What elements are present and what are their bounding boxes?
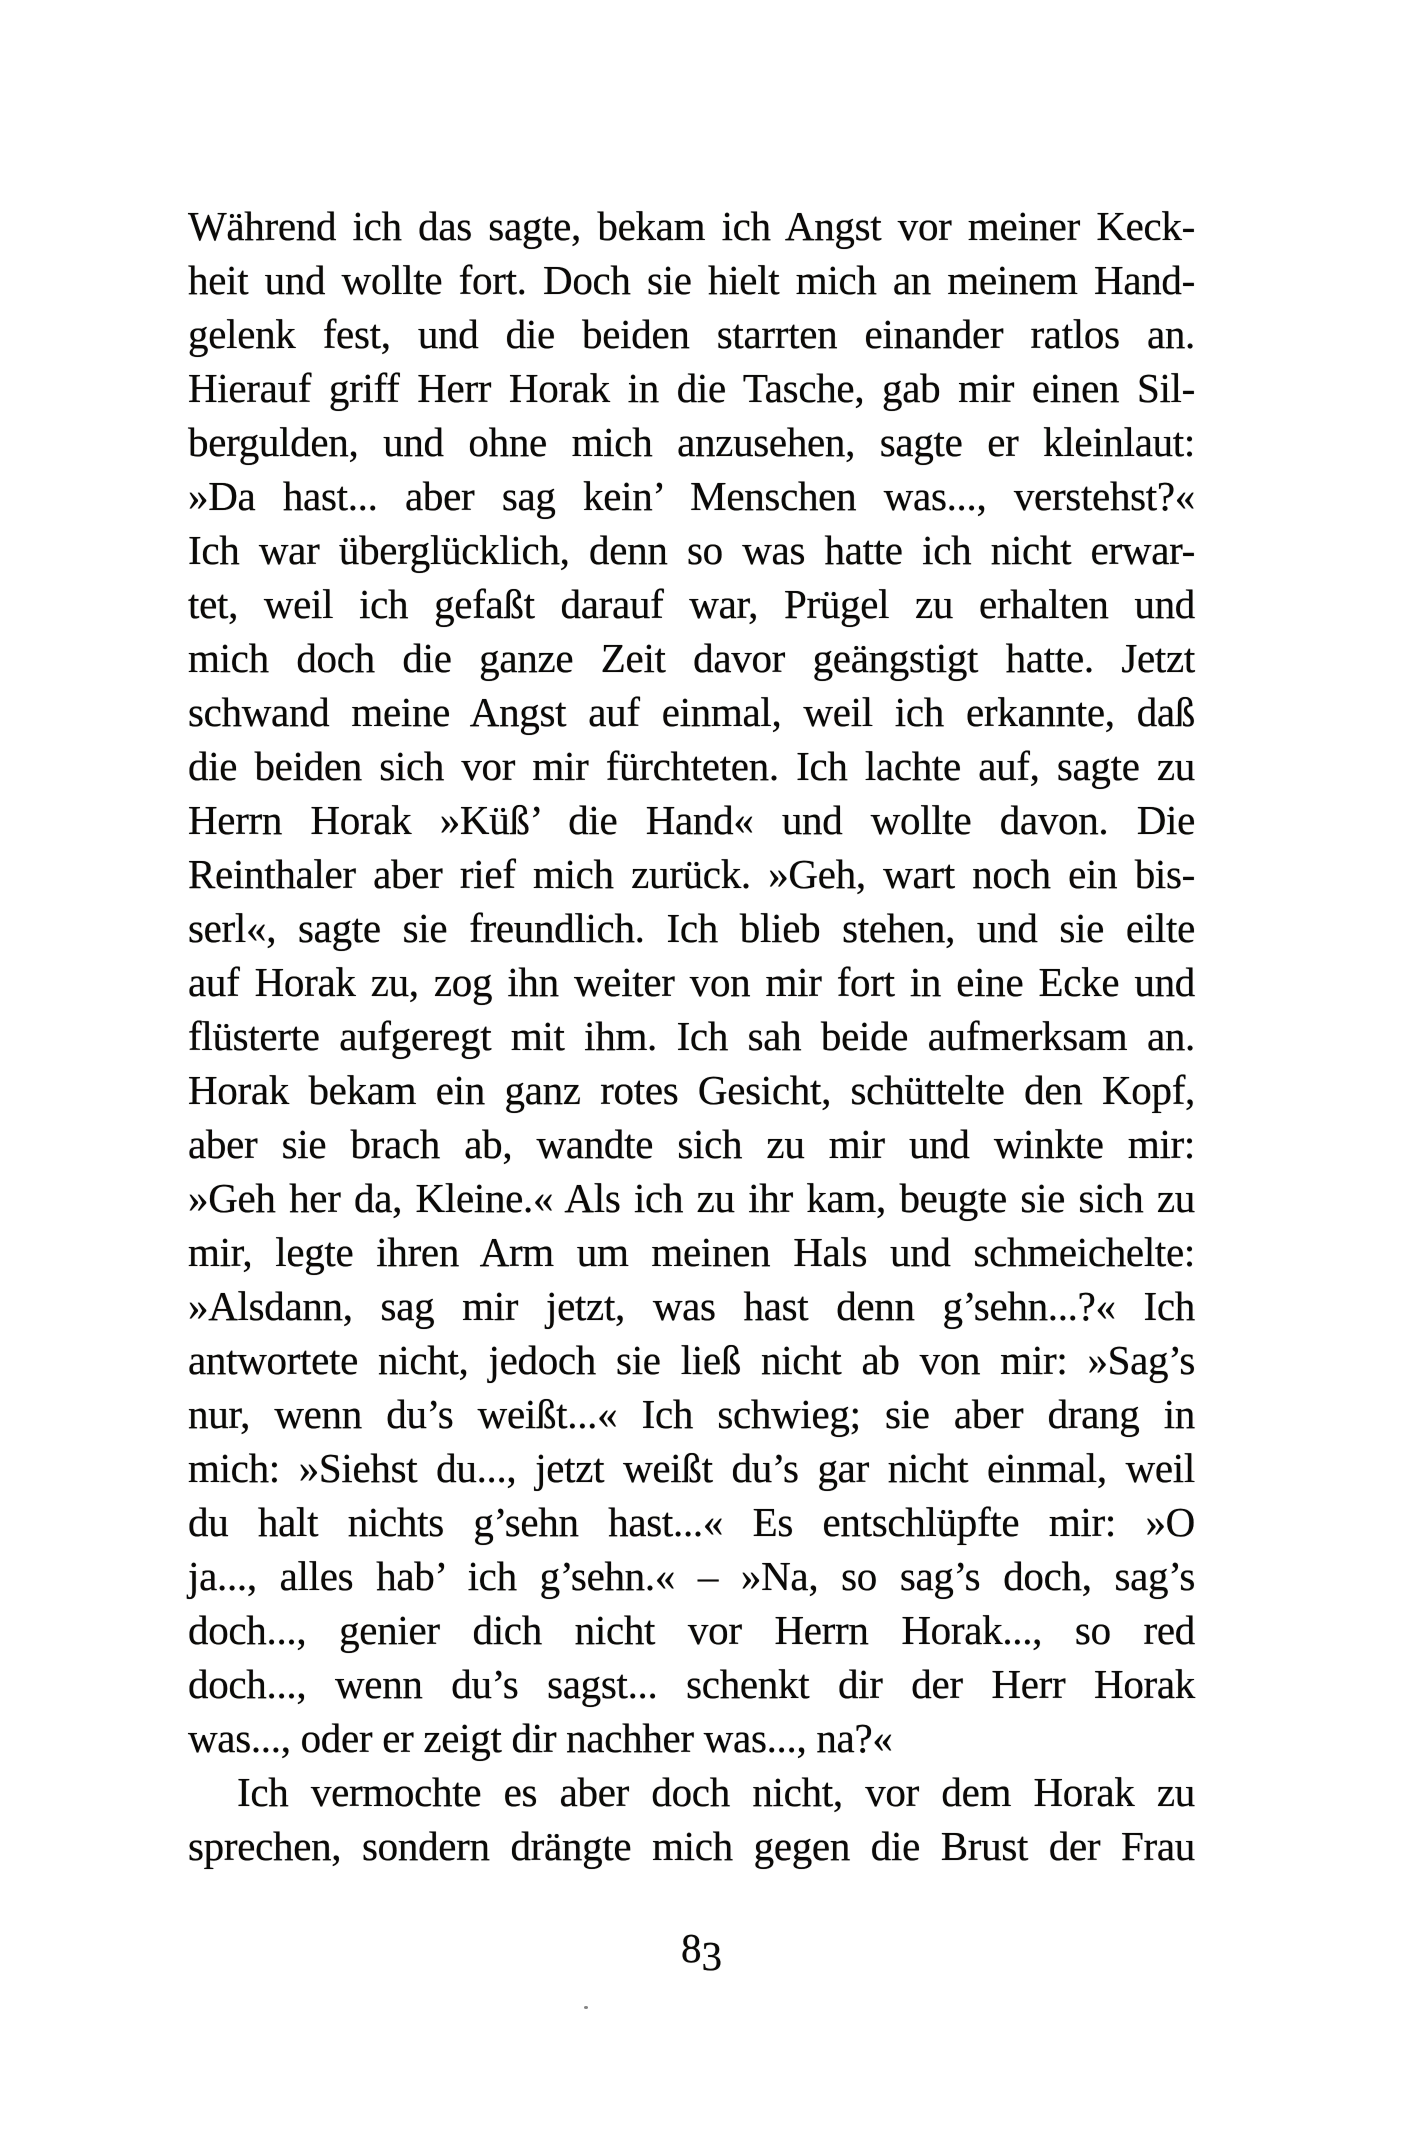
text-line: Während ich das sagte, bekam ich Angst vor meiner Keck-: [188, 203, 1195, 249]
text-line: serl«, sagte sie freundlich. Ich blieb stehen, und sie eilte: [188, 905, 1195, 951]
page-number-digit-oldstyle: 3: [701, 1933, 722, 1979]
text-line: flüsterte aufgeregt mit ihm. Ich sah beide aufmerksam an.: [188, 1013, 1195, 1059]
page-number: [198, 1921, 1205, 1979]
text-line: »Alsdann, sag mir jetzt, was hast denn g’sehn...?« Ich: [188, 1283, 1195, 1329]
text-line: auf Horak zu, zog ihn weiter von mir fort in eine Ecke und: [188, 959, 1195, 1005]
text-line: doch..., genier dich nicht vor Herrn Horak..., so red: [188, 1607, 1195, 1653]
text-line: du halt nichts g’sehn hast...« Es entschlüpfte mir: »O: [188, 1499, 1195, 1545]
text-line: aber sie brach ab, wandte sich zu mir und winkte mir:: [188, 1121, 1195, 1167]
text-line: mich: »Siehst du..., jetzt weißt du’s gar nicht einmal, weil: [188, 1445, 1195, 1491]
text-line: »Geh her da, Kleine.« Als ich zu ihr kam, beugte sie sich zu: [188, 1175, 1195, 1221]
text-line: Hierauf griff Herr Horak in die Tasche, gab mir einen Sil-: [188, 365, 1195, 411]
text-line: Reinthaler aber rief mich zurück. »Geh, wart noch ein bis-: [188, 851, 1195, 897]
text-line: Ich war überglücklich, denn so was hatte ich nicht erwar-: [188, 527, 1195, 573]
text-line: Horak bekam ein ganz rotes Gesicht, schüttelte den Kopf,: [188, 1067, 1195, 1113]
body-text: [188, 199, 1195, 1873]
text-line: schwand meine Angst auf einmal, weil ich erkannte, daß: [188, 689, 1195, 735]
text-line: bergulden, und ohne mich anzusehen, sagte er kleinlaut:: [188, 419, 1195, 465]
text-line-paragraph-start: Ich vermochte es aber doch nicht, vor dem Horak zu: [237, 1769, 1195, 1815]
scan-speck: [584, 2006, 588, 2009]
text-line: sprechen, sondern drängte mich gegen die Brust der Frau: [188, 1823, 1195, 1869]
text-line: »Da hast... aber sag kein’ Menschen was..., verstehst?«: [188, 473, 1195, 519]
text-line: mich doch die ganze Zeit davor geängstigt hatte. Jetzt: [188, 635, 1195, 681]
text-line: tet, weil ich gefaßt darauf war, Prügel zu erhalten und: [188, 581, 1195, 627]
text-line: heit und wollte fort. Doch sie hielt mich an meinem Hand-: [188, 257, 1195, 303]
page-number-digit: 8: [681, 1925, 702, 1971]
text-line: doch..., wenn du’s sagst... schenkt dir der Herr Horak: [188, 1661, 1195, 1707]
text-line: die beiden sich vor mir fürchteten. Ich lachte auf, sagte zu: [188, 743, 1195, 789]
text-line: ja..., alles hab’ ich g’sehn.« – »Na, so sag’s doch, sag’s: [188, 1553, 1195, 1599]
text-line: Herrn Horak »Küß’ die Hand« und wollte davon. Die: [188, 797, 1195, 843]
text-line-paragraph-end: was..., oder er zeigt dir nachher was..., na?«: [188, 1715, 893, 1761]
text-line: antwortete nicht, jedoch sie ließ nicht ab von mir: »Sag’s: [188, 1337, 1195, 1383]
text-line: mir, legte ihren Arm um meinen Hals und schmeichelte:: [188, 1229, 1195, 1275]
text-line: nur, wenn du’s weißt...« Ich schwieg; sie aber drang in: [188, 1391, 1195, 1437]
text-line: gelenk fest, und die beiden starrten einander ratlos an.: [188, 311, 1195, 357]
